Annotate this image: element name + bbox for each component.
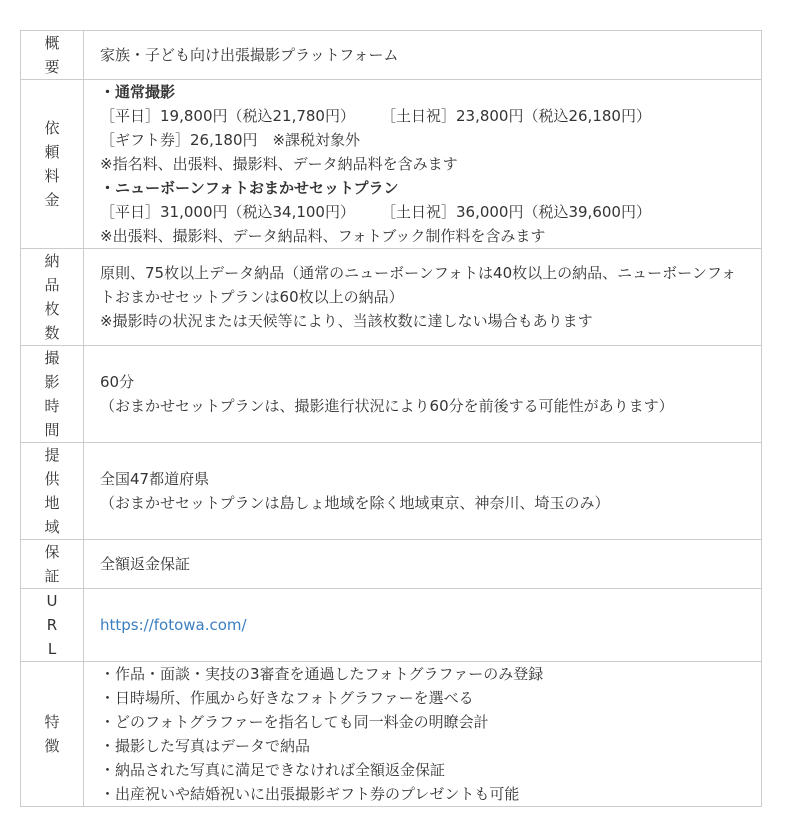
plan1-holiday-price: ［土日祝］23,800円（税込26,180円） <box>380 107 651 125</box>
feature-item: ・撮影した写真はデータで納品 <box>100 737 311 755</box>
overview-text: 家族・子ども向け出張撮影プラットフォーム <box>100 46 399 64</box>
row-content-delivery-count <box>84 249 762 346</box>
feature-item: ・作品・面談・実技の3審査を通過したフォトグラファーのみ登録 <box>100 665 544 683</box>
plan2-title: ・ニューボーンフォトおまかせセットプラン <box>100 179 399 197</box>
plan1-weekday-price: ［平日］19,800円（税込21,780円） <box>100 107 355 125</box>
row-content-guarantee <box>84 540 762 589</box>
row-header-area: 提供地域 <box>21 443 84 540</box>
row-content-pricing <box>84 80 762 249</box>
row-header-pricing: 依頼料金 <box>21 80 84 249</box>
shoot-time-text: 60分 <box>100 373 135 391</box>
table-row <box>21 662 762 807</box>
row-header-delivery-count: 納品枚数 <box>21 249 84 346</box>
table-row <box>21 443 762 540</box>
website-link[interactable]: https://fotowa.com/ <box>100 616 247 634</box>
row-content-url <box>84 589 762 662</box>
row-header-features: 特徴 <box>21 662 84 807</box>
plan2-holiday-price: ［土日祝］36,000円（税込39,600円） <box>380 203 651 221</box>
plan2-price-line <box>100 200 749 224</box>
plan1-gift-price: ［ギフト券］26,180円 ※課税対象外 <box>100 131 361 149</box>
row-header-url: URL <box>21 589 84 662</box>
area-note: （おまかせセットプランは島しょ地域を除く地域東京、神奈川、埼玉のみ） <box>100 494 610 512</box>
row-content-overview <box>84 31 762 80</box>
table-row <box>21 346 762 443</box>
table-row <box>21 540 762 589</box>
plan1-title: ・通常撮影 <box>100 83 176 101</box>
area-text: 全国47都道府県 <box>100 470 210 488</box>
feature-item: ・どのフォトグラファーを指名しても同一料金の明瞭会計 <box>100 713 489 731</box>
row-header-guarantee: 保証 <box>21 540 84 589</box>
feature-item: ・日時場所、作風から好きなフォトグラファーを選べる <box>100 689 474 707</box>
row-content-area <box>84 443 762 540</box>
plan2-note: ※出張料、撮影料、データ納品料、フォトブック制作料を含みます <box>100 227 546 245</box>
row-content-shoot-time <box>84 346 762 443</box>
table-row <box>21 249 762 346</box>
row-header-overview: 概要 <box>21 31 84 80</box>
table-row <box>21 31 762 80</box>
plan2-weekday-price: ［平日］31,000円（税込34,100円） <box>100 203 355 221</box>
shoot-time-note: （おまかせセットプランは、撮影進行状況により60分を前後する可能性があります） <box>100 397 674 415</box>
plan1-price-line <box>100 104 749 128</box>
feature-item: ・出産祝いや結婚祝いに出張撮影ギフト券のプレゼントも可能 <box>100 785 520 803</box>
delivery-count-note: ※撮影時の状況または天候等により、当該枚数に達しない場合もあります <box>100 312 593 330</box>
table-row <box>21 589 762 662</box>
plan1-note: ※指名料、出張料、撮影料、データ納品料を含みます <box>100 155 458 173</box>
service-info-table <box>20 30 762 807</box>
feature-item: ・納品された写真に満足できなければ全額返金保証 <box>100 761 446 779</box>
delivery-count-text: 原則、75枚以上データ納品（通常のニューボーンフォトは40枚以上の納品、ニューボーンフォトおまかせセットプランは60枚以上の納品） <box>100 264 737 306</box>
row-content-features <box>84 662 762 807</box>
guarantee-text: 全額返金保証 <box>100 555 191 573</box>
row-header-shoot-time: 撮影時間 <box>21 346 84 443</box>
table-row <box>21 80 762 249</box>
